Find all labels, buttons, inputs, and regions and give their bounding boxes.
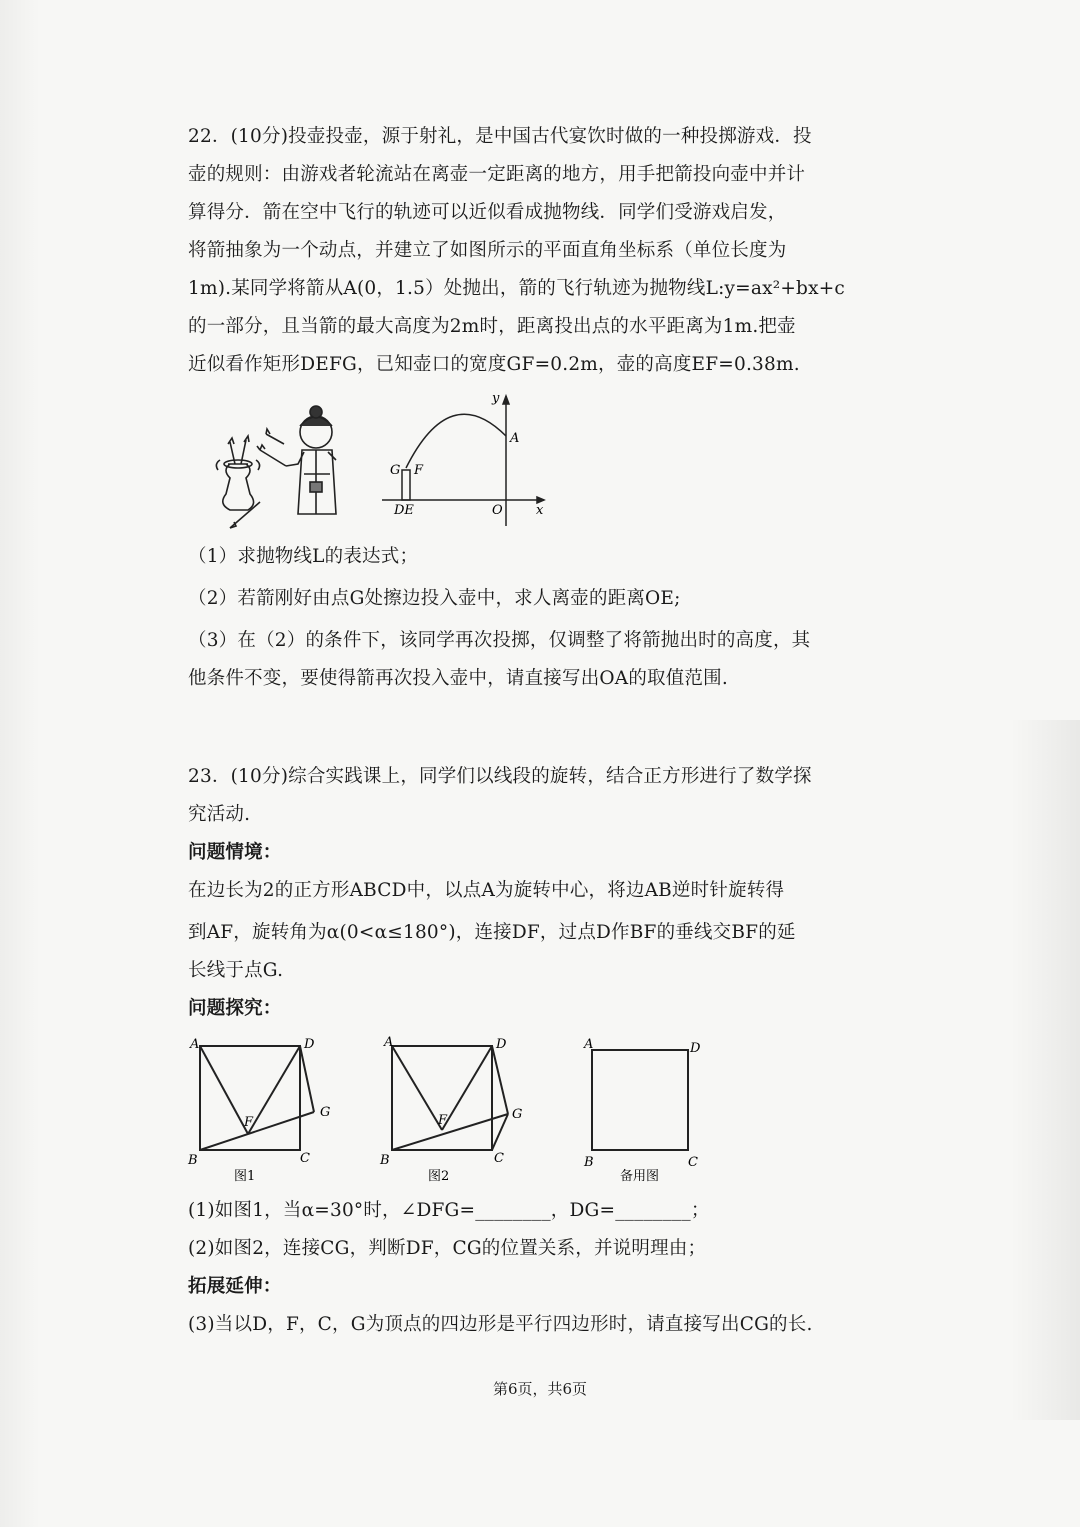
q22-line: 壶的规则：由游戏者轮流站在离壶一定距离的地方，用手把箭投向壶中并计 (188, 164, 806, 185)
spare-label-b: B (584, 1155, 594, 1170)
fig2-label-f: F (438, 1113, 448, 1128)
scan-shadow-right (1010, 720, 1080, 1420)
fig2-label-g: G (512, 1107, 523, 1122)
fig2-label-a: A (384, 1035, 394, 1050)
question-23 (188, 758, 848, 1028)
q23-context-line: 长线于点G. (188, 960, 284, 981)
heading-problem-context: 问题情境： (188, 842, 282, 863)
q22-line: 将箭抽象为一个动点，并建立了如图所示的平面直角坐标系（单位长度为 (188, 240, 787, 261)
q22-line: 算得分．箭在空中飞行的轨迹可以近似看成抛物线．同学们受游戏启发， (188, 202, 787, 223)
point-de-label: DE (394, 503, 414, 518)
q22-line: 近似看作矩形DEFG，已知壶口的宽度GF=0.2m，壶的高度EF=0.38m. (188, 354, 800, 375)
point-g-label: G (390, 463, 401, 478)
fig1-label-a: A (190, 1037, 200, 1052)
fig1-label-c: C (300, 1151, 310, 1166)
question-22-parts (188, 538, 848, 698)
y-axis-label: y (492, 391, 500, 406)
q22-line: 的一部分，且当箭的最大高度为2m时，距离投出点的水平距离为1m.把壶 (188, 316, 796, 337)
q23-context-line: 到AF，旋转角为α(0<α≤180°)，连接DF，过点D作BF的垂线交BF的延 (188, 922, 796, 943)
pot-rectangle (402, 470, 410, 500)
q23-context-line: 在边长为2的正方形ABCD中，以点A为旋转中心，将边AB逆时针旋转得 (188, 880, 785, 901)
q22-line: 1m).某同学将箭从A(0，1.5）处抛出，箭的飞行轨迹为抛物线L:y=ax²+bx+c (188, 278, 845, 299)
pot-drawing (216, 436, 260, 528)
fig1-label-f: F (244, 1115, 254, 1130)
spare-label-a: A (584, 1037, 594, 1052)
q23-intro-line: 究活动. (188, 804, 251, 825)
spare-caption: 备用图 (620, 1169, 660, 1184)
q22-part-3: （3）在（2）的条件下，该同学再次投掷，仅调整了将箭抛出时的高度，其 (188, 630, 811, 651)
square-figure-spare (578, 1034, 718, 1194)
page-footer: 第6页，共6页 (492, 1380, 588, 1398)
child-drawing (257, 406, 336, 514)
x-axis-label: x (536, 503, 544, 518)
parabola-coordinate-figure (380, 390, 555, 530)
touhu-illustration (200, 404, 370, 534)
q23-part-1: (1)如图1，当α=30°时，∠DFG=________，DG=________； (188, 1200, 710, 1221)
q22-part-3-cont: 他条件不变，要使得箭再次投入壶中，请直接写出OA的取值范围. (188, 668, 728, 689)
fig2-label-d: D (496, 1037, 507, 1052)
q23-part-3: (3)当以D，F，C，G为顶点的四边形是平行四边形时，请直接写出CG的长. (188, 1314, 813, 1335)
origin-label: O (492, 503, 503, 518)
question-23-parts (188, 1192, 848, 1344)
question-22-stem (188, 118, 848, 384)
heading-extension: 拓展延伸： (188, 1276, 282, 1297)
heading-problem-explore: 问题探究： (188, 998, 282, 1019)
spare-label-d: D (690, 1041, 701, 1056)
point-f-label: F (414, 463, 424, 478)
square-figure-2 (378, 1034, 528, 1194)
fig1-label-g: G (320, 1105, 331, 1120)
parabola-curve (406, 414, 506, 468)
fig1-label-b: B (188, 1153, 198, 1168)
point-a-label: A (510, 431, 520, 446)
fig2-label-c: C (494, 1151, 504, 1166)
scan-shadow-left (0, 0, 40, 1527)
q23-intro-line: 23．(10分)综合实践课上，同学们以线段的旋转，结合正方形进行了数学探 (188, 766, 812, 787)
fig1-label-d: D (304, 1037, 315, 1052)
q23-part-2: (2)如图2，连接CG，判断DF，CG的位置关系，并说明理由； (188, 1238, 707, 1259)
spare-label-c: C (688, 1155, 698, 1170)
fig2-label-b: B (380, 1153, 390, 1168)
fig1-caption: 图1 (234, 1169, 256, 1184)
fig2-caption: 图2 (428, 1169, 450, 1184)
q22-part-2: （2）若箭刚好由点G处擦边投入壶中，求人离壶的距离OE; (188, 588, 681, 609)
square-figure-1 (186, 1034, 336, 1194)
q22-part-1: （1）求抛物线L的表达式； (188, 546, 419, 567)
q22-line: 22．(10分)投壶投壶，源于射礼，是中国古代宴饮时做的一种投掷游戏．投 (188, 126, 812, 147)
